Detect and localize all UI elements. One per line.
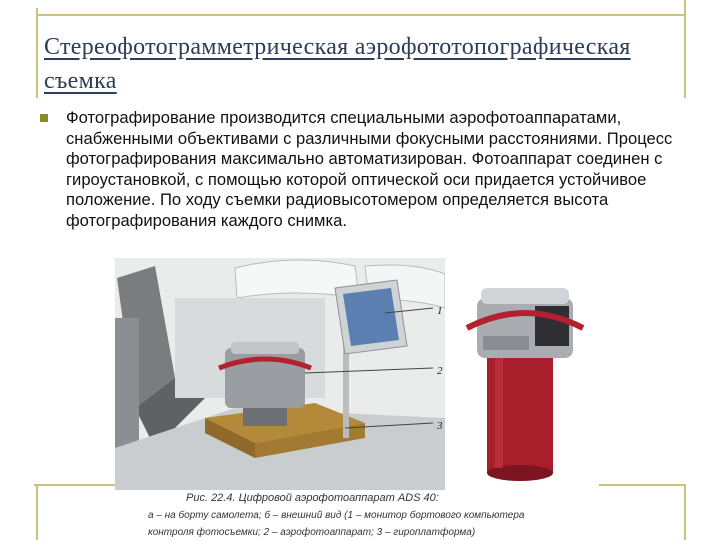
aircraft-cabin-photo — [115, 258, 445, 490]
figure-photo — [115, 258, 599, 490]
figure-caption — [148, 490, 568, 541]
frame-line-top — [36, 14, 684, 16]
caption-line-2: а – на борту самолета; б – внешний вид (1 – монитор бортового компьютера — [148, 510, 525, 521]
square-bullet-icon — [40, 114, 48, 122]
camera-illustration — [115, 258, 599, 490]
caption-line-1: Рис. 22.4. Цифровой аэрофотоаппарат ADS 40: — [186, 492, 439, 504]
frame-line-left — [36, 8, 38, 98]
callout-2: 2 — [437, 365, 443, 377]
camera-photo — [445, 258, 599, 490]
frame-line-left-bottom — [36, 484, 38, 540]
caption-line-3: контроля фотосъемки; 2 – аэрофотоаппарат; 3 – гироплатформа) — [148, 527, 476, 538]
frame-line-right-bottom — [684, 484, 686, 540]
callout-1: 1 — [437, 305, 443, 317]
frame-line-right — [684, 0, 686, 98]
callout-3: 3 — [437, 420, 443, 432]
bullet-text: Фотографирование производится специальными аэрофотоаппаратами, снабженными объективами с различными фокусными расстояниями. Процесс фотографирования максимально автоматизирован. Фотоаппарат соединен с гироустановкой, с помощью которой оптической оси придается устойчивое положение. По ходу съемки радиовысотомером определяется высота фотографирования каждого снимка. — [66, 108, 673, 230]
slide-title: Стереофотограмметрическая аэрофототопографическая съемка — [44, 34, 631, 94]
